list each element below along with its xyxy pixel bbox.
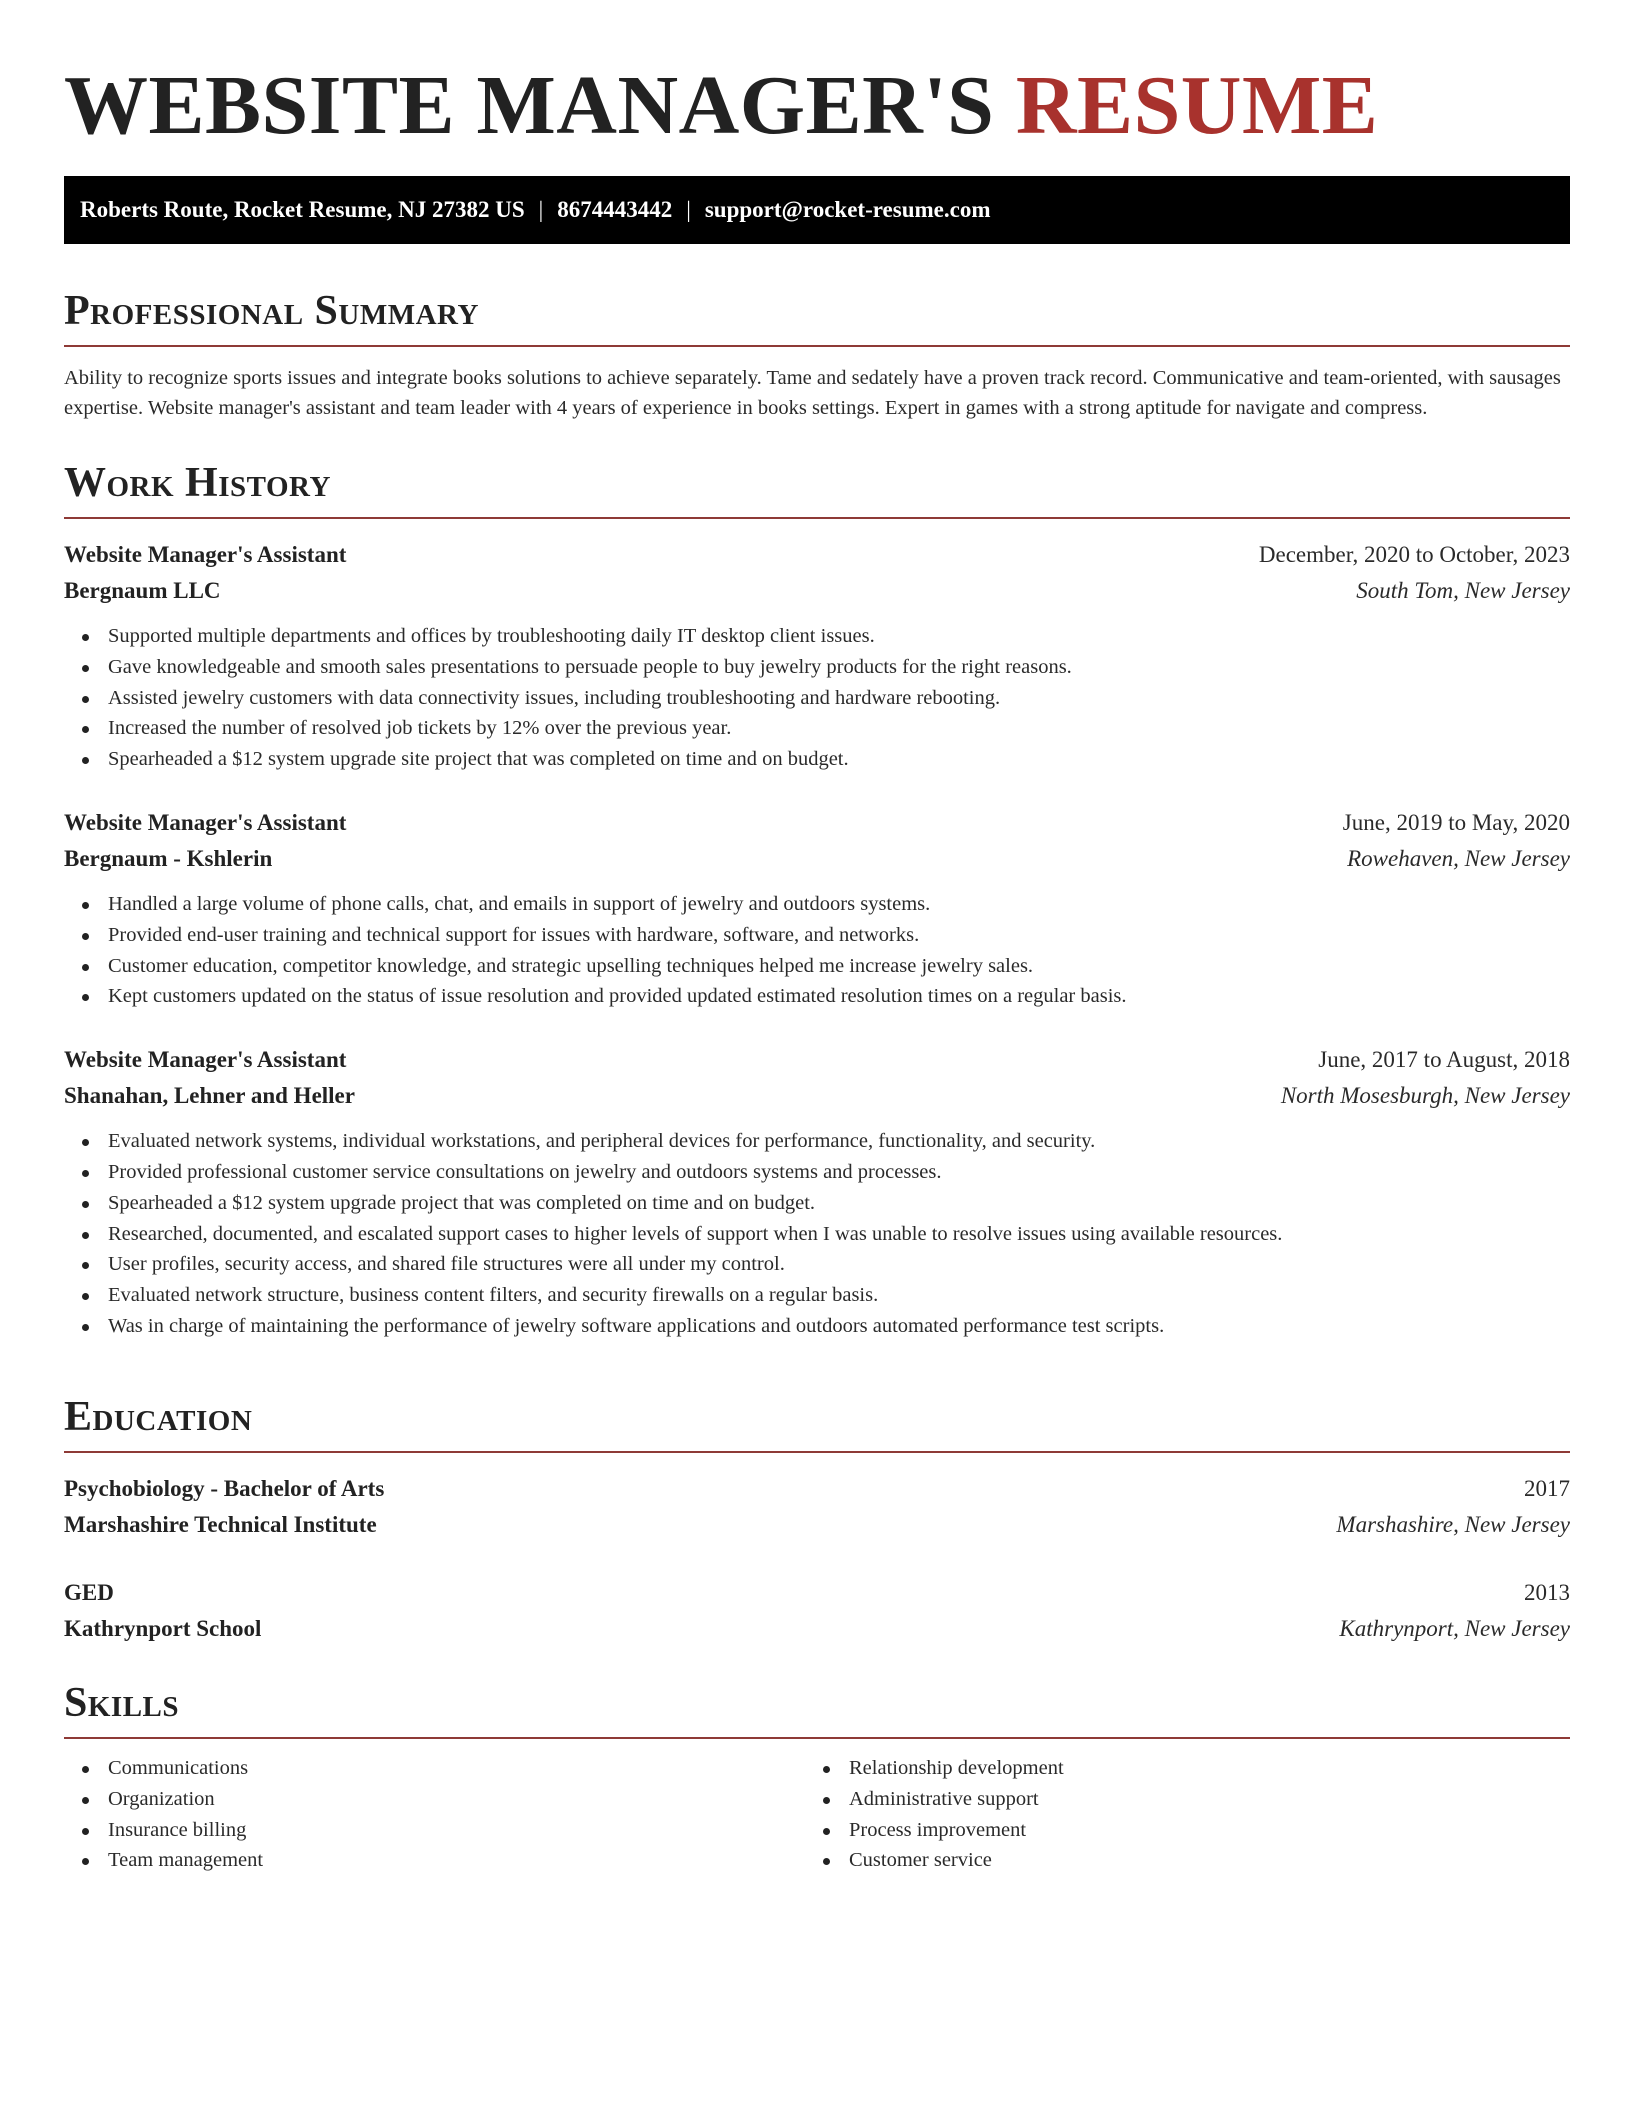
- section-heading-skills: Skills: [64, 1678, 1570, 1739]
- job-company-row: [64, 1078, 1570, 1114]
- job-bullet: Customer education, competitor knowledge, and strategic upselling techniques helped me increase jewelry sales.: [64, 951, 1570, 982]
- job-title: Website Manager's Assistant: [64, 542, 347, 567]
- job-bullet: Supported multiple departments and offices by troubleshooting daily IT desktop client issues.: [64, 621, 1570, 652]
- title-main: WEBSITE MANAGER'S: [64, 59, 995, 152]
- job-bullet: Researched, documented, and escalated support cases to higher levels of support when I was unable to resolve issues using available resources.: [64, 1219, 1570, 1250]
- summary-text: Ability to recognize sports issues and integrate books solutions to achieve separately. Tame and sedately have a proven track record. Communicative and team-oriented, with sausages expertise. Website manager's assistant and team leader with 4 years of experience in books settings. Expert in games with a strong aptitude for navigate and compress.: [64, 367, 1561, 419]
- job-title: Website Manager's Assistant: [64, 809, 347, 835]
- education-school-row: [64, 1507, 1570, 1543]
- job-bullet: Provided end-user training and technical support for issues with hardware, software, and networks.: [64, 920, 1570, 951]
- education-year: 2017: [1524, 1476, 1570, 1501]
- job-header-row: [64, 537, 1570, 573]
- skill-item: Communications: [64, 1753, 805, 1784]
- skills-section: [64, 1678, 1570, 1876]
- contact-separator: |: [686, 197, 691, 222]
- skills-grid: [64, 1753, 1570, 1876]
- job-bullet: User profiles, security access, and shared file structures were all under my control.: [64, 1249, 1570, 1280]
- job-header-row: [64, 805, 1570, 841]
- skill-item: Administrative support: [805, 1784, 1546, 1815]
- resume-title: [64, 0, 1570, 154]
- job-entry: [64, 805, 1570, 1012]
- education-degree-row: [64, 1575, 1570, 1611]
- education-location: Marshashire, New Jersey: [1336, 1512, 1570, 1537]
- job-dates: June, 2019 to May, 2020: [1342, 809, 1570, 835]
- job-dates: June, 2017 to August, 2018: [1318, 1047, 1570, 1073]
- resume-page: [64, 0, 1570, 1872]
- title-accent: RESUME: [1015, 59, 1379, 152]
- job-header-row: [64, 1042, 1570, 1078]
- job-dates: December, 2020 to October, 2023: [1258, 542, 1570, 567]
- job-bullet: Spearheaded a $12 system upgrade site project that was completed on time and on budget.: [64, 744, 1570, 775]
- job-location: North Mosesburgh, New Jersey: [1280, 1083, 1570, 1109]
- skills-list-right: [805, 1753, 1546, 1876]
- job-company: Bergnaum LLC: [64, 578, 221, 603]
- education-school-row: [64, 1611, 1570, 1647]
- skill-item: Relationship development: [805, 1753, 1546, 1784]
- section-heading-summary: Professional Summary: [64, 286, 1570, 347]
- contact-email: support@rocket-resume.com: [704, 197, 991, 222]
- skills-list-left: [64, 1753, 805, 1876]
- skill-item: Team management: [64, 1845, 805, 1876]
- job-company: Shanahan, Lehner and Heller: [64, 1083, 355, 1109]
- education-location: Kathrynport, New Jersey: [1339, 1616, 1570, 1641]
- job-company-row: [64, 573, 1570, 609]
- education-degree-row: [64, 1471, 1570, 1507]
- job-bullet: Was in charge of maintaining the performance of jewelry software applications and outdoors automated performance test scripts.: [64, 1311, 1570, 1342]
- education-degree: Psychobiology - Bachelor of Arts: [64, 1476, 385, 1501]
- job-entry: [64, 1042, 1570, 1342]
- section-heading-education: Education: [64, 1392, 1570, 1453]
- job-location: Rowehaven, New Jersey: [1347, 845, 1570, 871]
- education-school: Kathrynport School: [64, 1616, 262, 1641]
- contact-separator: |: [538, 197, 544, 222]
- skill-item: Customer service: [805, 1845, 1546, 1876]
- job-bullet: Provided professional customer service consultations on jewelry and outdoors systems and processes.: [64, 1157, 1570, 1188]
- job-bullet-list: [64, 621, 1570, 775]
- section-heading-work: Work History: [64, 458, 1570, 519]
- job-bullet-list: [64, 1126, 1570, 1342]
- education-school: Marshashire Technical Institute: [64, 1512, 377, 1537]
- contact-phone: 8674443442: [557, 197, 673, 222]
- education-entry: [64, 1471, 1570, 1543]
- job-location: South Tom, New Jersey: [1356, 578, 1570, 603]
- contact-bar: [64, 176, 1570, 244]
- job-bullet: Gave knowledgeable and smooth sales presentations to persuade people to buy jewelry products for the right reasons.: [64, 652, 1570, 683]
- job-bullet: Increased the number of resolved job tickets by 12% over the previous year.: [64, 713, 1570, 744]
- job-company: Bergnaum - Kshlerin: [64, 845, 273, 871]
- job-bullet: Evaluated network systems, individual workstations, and peripheral devices for performance, functionality, and security.: [64, 1126, 1570, 1157]
- job-company-row: [64, 841, 1570, 877]
- professional-summary-section: [64, 286, 1570, 423]
- job-entry: [64, 537, 1570, 775]
- education-entry: [64, 1575, 1570, 1647]
- skill-item: Insurance billing: [64, 1815, 805, 1846]
- education-degree: GED: [64, 1580, 114, 1605]
- job-bullet: Evaluated network structure, business content filters, and security firewalls on a regular basis.: [64, 1280, 1570, 1311]
- education-section: [64, 1392, 1570, 1647]
- job-bullet: Handled a large volume of phone calls, chat, and emails in support of jewelry and outdoors systems.: [64, 889, 1570, 920]
- education-year: 2013: [1524, 1580, 1570, 1605]
- skill-item: Process improvement: [805, 1815, 1546, 1846]
- job-bullet: Spearheaded a $12 system upgrade project that was completed on time and on budget.: [64, 1188, 1570, 1219]
- job-bullet: Kept customers updated on the status of issue resolution and provided updated estimated resolution times on a regular basis.: [64, 981, 1570, 1012]
- job-bullet-list: [64, 889, 1570, 1012]
- contact-address: Roberts Route, Rocket Resume, NJ 27382 US: [80, 197, 525, 222]
- job-bullet: Assisted jewelry customers with data connectivity issues, including troubleshooting and hardware rebooting.: [64, 683, 1570, 714]
- skill-item: Organization: [64, 1784, 805, 1815]
- work-history-section: [64, 458, 1570, 1342]
- job-title: Website Manager's Assistant: [64, 1047, 347, 1073]
